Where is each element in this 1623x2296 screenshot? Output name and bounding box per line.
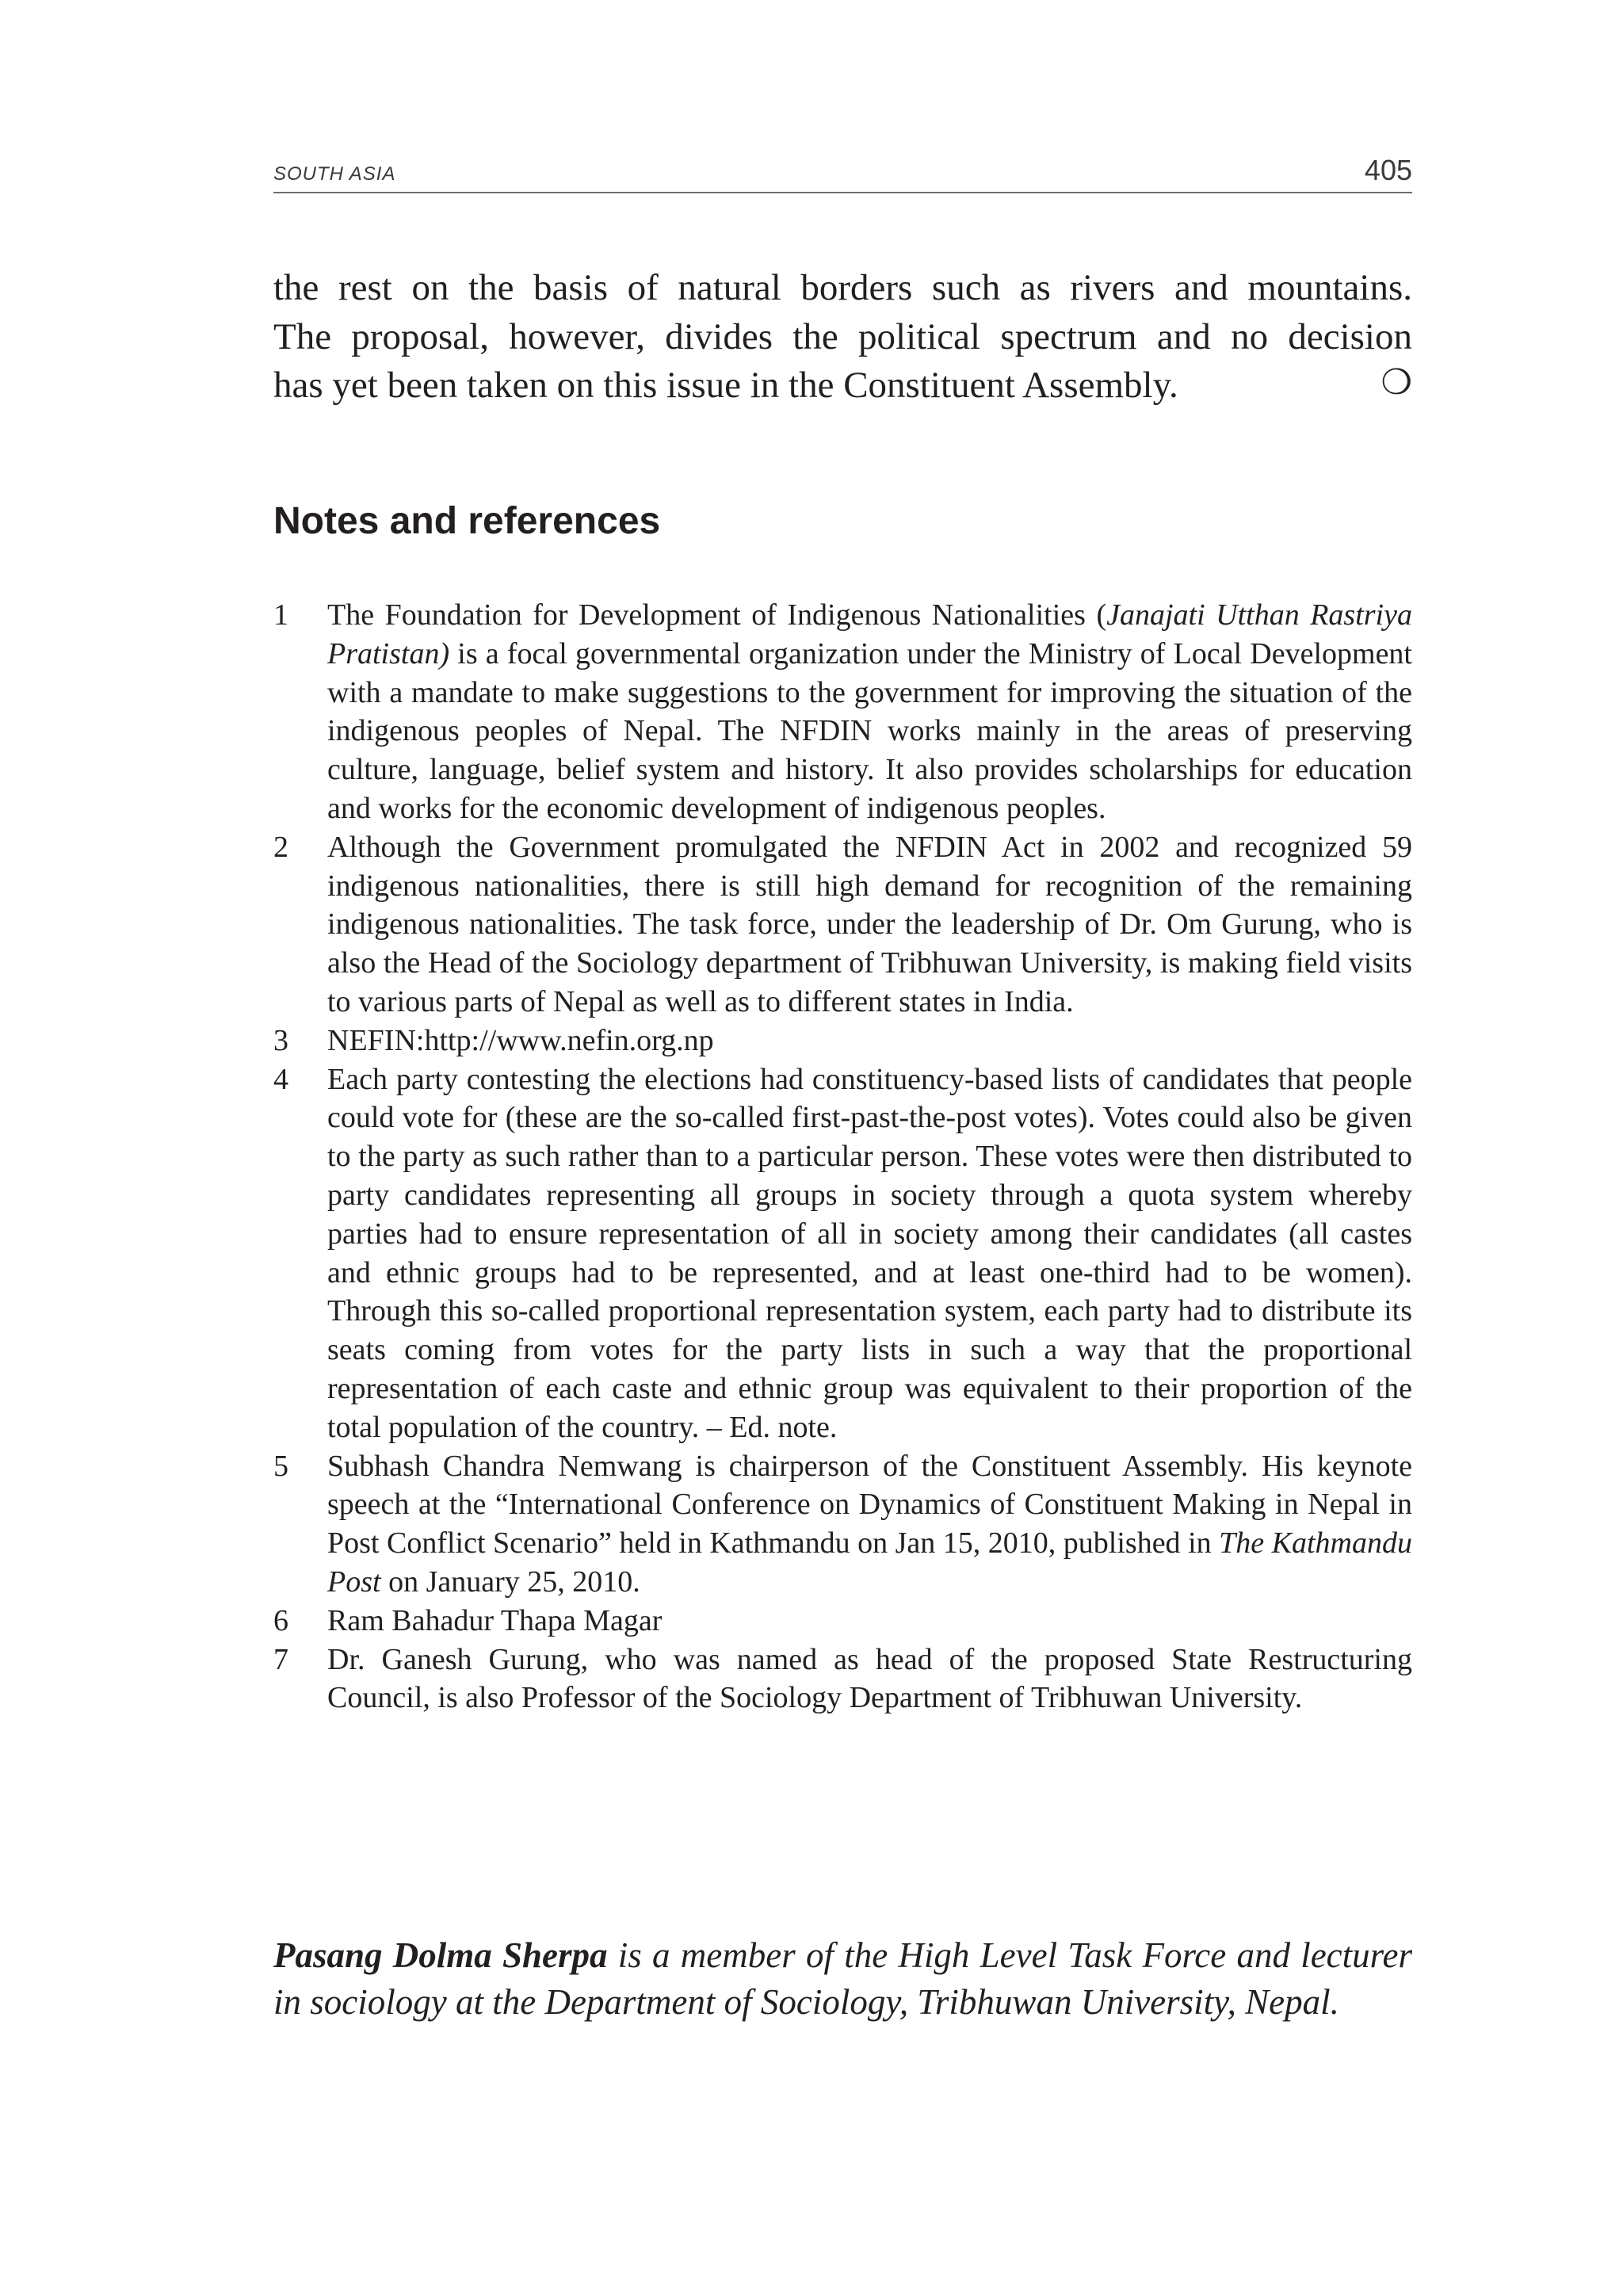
note-text: NEFIN:http://www.nefin.org.np [327,1023,714,1057]
note-text: The Foundation for Development of Indigenous Nationalities ( [327,598,1107,632]
note-number: 2 [273,830,288,864]
note-item-6 [273,1602,1412,1641]
body-line-3-text: has yet been taken on this issue in the Constituent Assembly. [273,365,1178,406]
notes-list [273,596,1412,1717]
note-text: Subhash Chandra Nemwang is chairperson of the Constituent Assembly. His keynote speech at the “International Conference on Dynamics of Constituent Making in Nepal in Post Conflict Scenario” held in Kathmandu on Jan 15, 2010, published in [327,1449,1412,1561]
author-bio-text: is a member of the High Level Task Force and lecturer in sociology at the Department of Sociology, Tribhuwan University, Nepal. [273,1935,1412,2022]
note-text-continued: is a focal governmental organization under the Ministry of Local Development with a mandate to make suggestions to the government for improving the situation of the indigenous peoples of Nepal. The NFDIN works mainly in the areas of preserving culture, language, belief system and history. It also provides scholarships for education and works for the economic development of indigenous peoples. [327,636,1412,825]
note-number: 1 [273,598,288,632]
note-item-2 [273,828,1412,1022]
note-text-continued: on January 25, 2010. [380,1564,640,1599]
section-title: SOUTH ASIA [273,163,396,185]
body-line-3 [273,361,1412,411]
running-header [273,155,1412,193]
note-item-1 [273,596,1412,828]
note-italic-text: Janajati Utthan Rastriya Pratistan) [327,598,1412,670]
note-text: Ram Bahadur Thapa Magar [327,1603,663,1637]
note-number: 5 [273,1449,288,1483]
body-line-2: The proposal, however, divides the political spectrum and no decision [273,315,1412,357]
note-number: 7 [273,1642,288,1676]
note-number: 3 [273,1023,288,1057]
note-text: Each party contesting the elections had constituency-based lists of candidates that people could vote for (these are the so-called first-past-the-post votes). Votes could also be given to the party as such rather than to a particular person. These votes were then distributed to party candidates representing all groups in society through a quota system whereby parties had to ensure representation of all in society among their candidates (all castes and ethnic groups had to be represented, and at least one-third had to be women). Through this so-called proportional representation system, each party had to distribute its seats coming from votes for the party lists in such a way that the proportional representation of each caste and ethnic group was equivalent to their proportion of the total population of the country. – Ed. note. [327,1062,1412,1444]
body-line-1: the rest on the basis of natural borders such as rivers and mountains. [273,267,1412,308]
note-text: Dr. Ganesh Gurung, who was named as head of the proposed State Restructuring Council, is also Professor of the Sociology Department of Tribhuwan University. [327,1642,1412,1715]
note-number: 4 [273,1062,288,1096]
note-item-3 [273,1022,1412,1060]
note-italic-text: The Kathmandu Post [327,1526,1412,1599]
note-item-5 [273,1447,1412,1602]
notes-heading: Notes and references [273,500,661,542]
body-paragraph [273,264,1412,411]
page-number: 405 [1364,154,1412,186]
note-text: Although the Government promulgated the NFDIN Act in 2002 and recognized 59 indigenous nationalities, there is still high demand for recognition of the remaining indigenous nationalities. The task force, under the leadership of Dr. Om Gurung, who is also the Head of the Sociology department of Tribhuwan University, is making field visits to various parts of Nepal as well as to different states in India. [327,830,1412,1018]
note-item-7 [273,1641,1412,1718]
end-of-article-icon: ❍ [1381,362,1412,403]
note-item-4 [273,1060,1412,1447]
note-number: 6 [273,1603,288,1637]
author-name: Pasang Dolma Sherpa [273,1935,608,1975]
author-bio [273,1932,1412,2026]
